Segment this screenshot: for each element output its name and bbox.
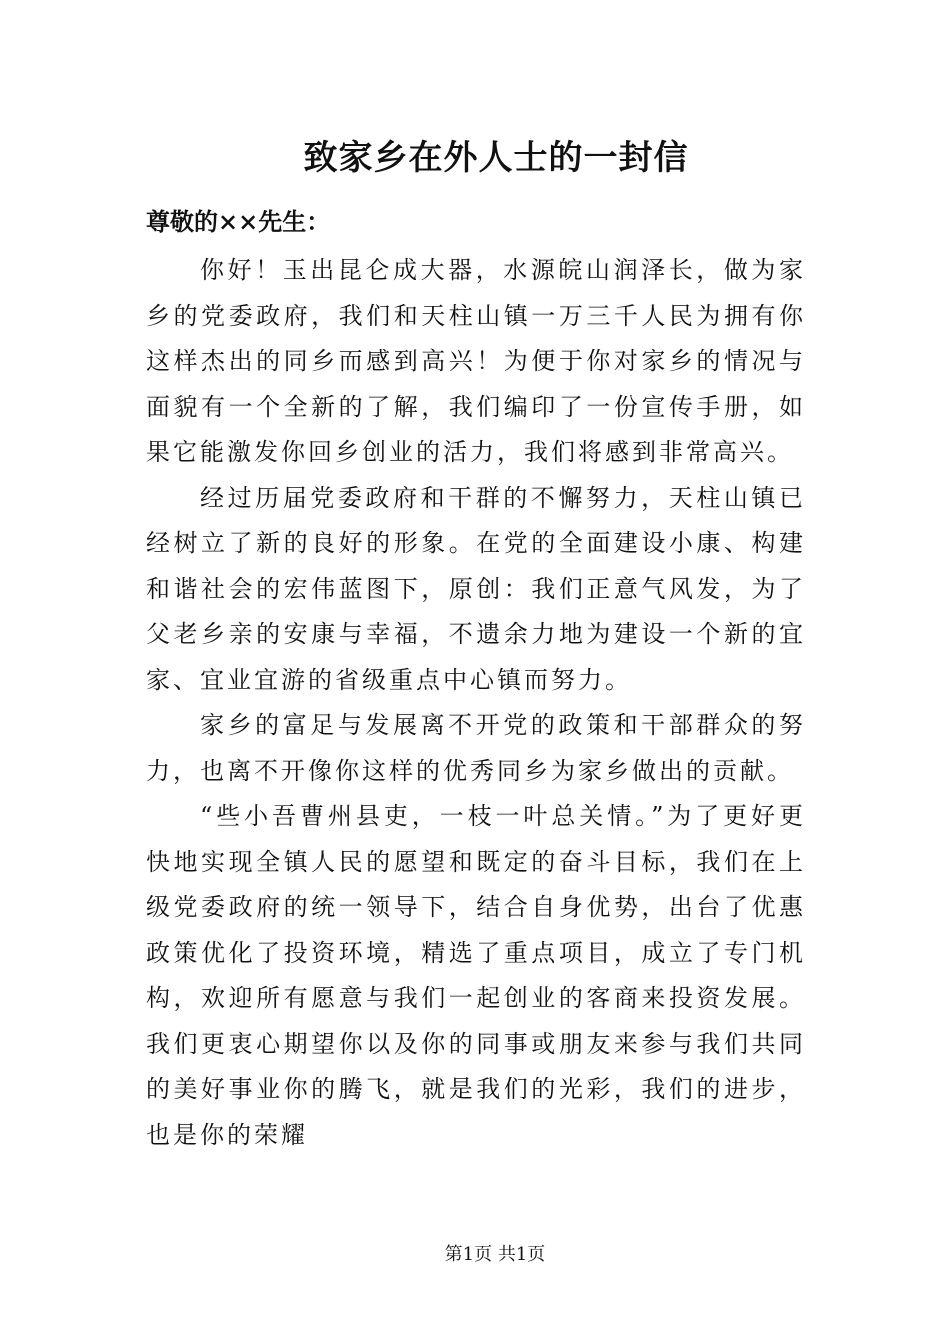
letter-body: [146, 248, 806, 1158]
page-number-footer: 第1页 共1页: [444, 1244, 546, 1265]
paragraph-development: 家乡的富足与发展离不开党的政策和干部群众的努力，也离不开像你这样的优秀同乡为家乡做出的贡献。: [146, 711, 806, 785]
salutation: 尊敬的××先生：: [146, 207, 331, 236]
document-title: 致家乡在外人士的一封信: [303, 138, 689, 178]
paragraph-greeting: 你好！玉出昆仑成大器，水源皖山润泽长，做为家乡的党委政府，我们和天柱山镇一万三千人民为拥有你这样杰出的同乡而感到高兴！为便于你对家乡的情况与面貌有一个全新的了解，我们编印了一份宣传手册，如果它能激发你回乡创业的活力，我们将感到非常高兴。: [146, 256, 806, 466]
paragraph-progress: 经过历届党委政府和干群的不懈努力，天柱山镇已经树立了新的良好的形象。在党的全面建设小康、构建和谐社会的宏伟蓝图下，原创：我们正意气风发，为了父老乡亲的安康与幸福，不遗余力地为建设一个新的宜家、宜业宜游的省级重点中心镇而努力。: [146, 483, 806, 694]
paragraph-invitation: “些小吾曹州县吏，一枝一叶总关情。”为了更好更快地实现全镇人民的愿望和既定的奋斗目标，我们在上级党委政府的统一领导下，结合自身优势，出台了优惠政策优化了投资环境，精选了重点项目，成立了专门机构，欢迎所有愿意与我们一起创业的客商来投资发展。我们更衷心期望你以及你的同事或朋友来参与我们共同的美好事业你的腾飞，就是我们的光彩，我们的进步，也是你的荣耀: [146, 802, 806, 1149]
